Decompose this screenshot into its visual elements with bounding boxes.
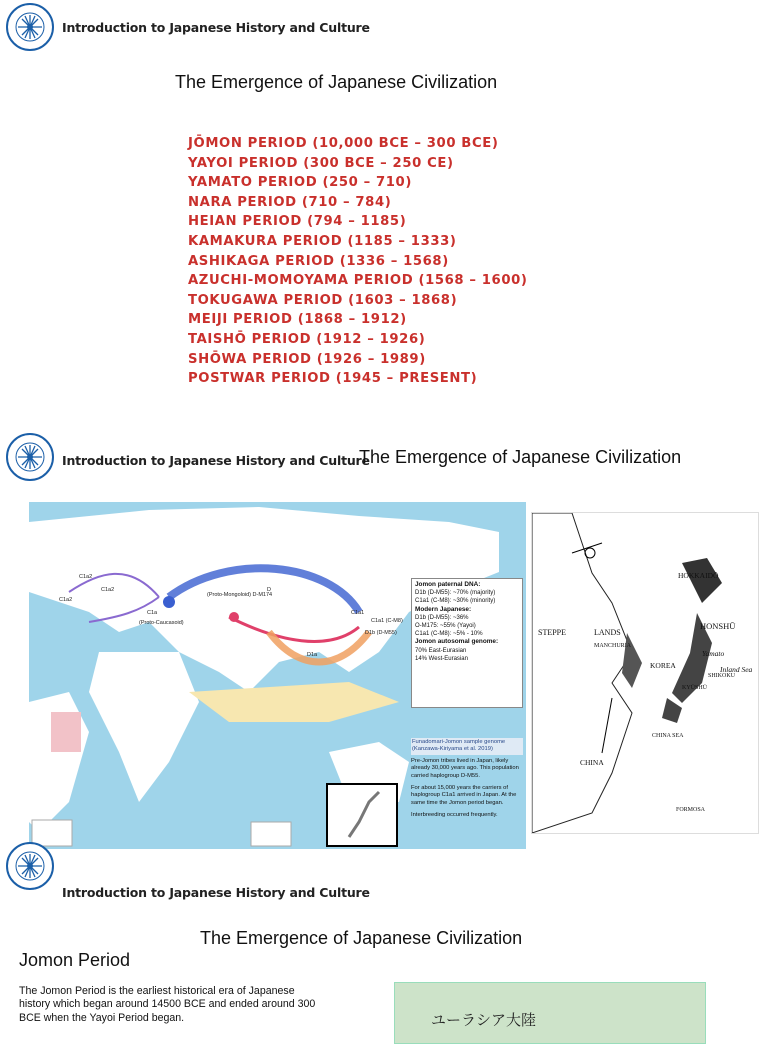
map-label: HOKKAIDŌ <box>678 571 719 580</box>
route-label: C1a <box>147 610 158 616</box>
period-item: NARA PERIOD (710 – 784) <box>188 194 392 210</box>
legend-subtitle: Jomon autosomal genome: <box>415 638 499 646</box>
map-label: MANCHURIA <box>594 643 632 649</box>
course-title: Introduction to Japanese History and Culture <box>62 20 370 35</box>
map-label: KYŪSHŪ <box>682 685 708 691</box>
citation: Funadomari-Jomon sample genome (Kanzawa-Kiriyama et al. 2019) <box>411 738 523 755</box>
route-label: (Proto-Mongoloid) D-M174 <box>207 592 273 598</box>
map-label: CHINA SEA <box>652 733 684 739</box>
period-item: JŌMON PERIOD (10,000 BCE – 300 BCE) <box>188 136 499 151</box>
period-item: YAMATO PERIOD (250 – 710) <box>188 175 412 191</box>
dna-notes <box>411 738 523 825</box>
map-label: KOREA <box>650 661 676 670</box>
legend-line: D1b (D-M55): ~36% <box>415 614 469 621</box>
slide-1 <box>0 0 768 405</box>
japan-sketch-map <box>531 512 759 834</box>
period-item: POSTWAR PERIOD (1945 – PRESENT) <box>188 371 478 387</box>
period-item: MEIJI PERIOD (1868 – 1912) <box>188 312 407 328</box>
dna-legend <box>411 578 523 708</box>
map-label: HONSHŪ <box>700 621 736 631</box>
period-item: YAYOI PERIOD (300 BCE – 250 CE) <box>188 155 454 171</box>
map-label: Inland Sea <box>720 665 753 674</box>
period-item: AZUCHI-MOMOYAMA PERIOD (1568 – 1600) <box>188 273 528 289</box>
section-heading: Jomon Period <box>19 950 131 970</box>
course-title: Introduction to Japanese History and Culture <box>62 885 370 900</box>
note-text: For about 15,000 years the carriers of haplogroup C1a1 arrived in Japan. At the same time the Jomon period began. <box>411 785 517 806</box>
college-logo <box>5 2 55 52</box>
period-item: TAISHŌ PERIOD (1912 – 1926) <box>188 331 426 347</box>
map-label: SHIKOKU <box>708 673 735 679</box>
period-list <box>188 134 528 389</box>
map-label: ユーラシア大陸 <box>431 1011 537 1029</box>
map-label: LANDS <box>594 628 621 637</box>
college-logo <box>5 432 55 482</box>
period-item: SHŌWA PERIOD (1926 – 1989) <box>188 351 426 367</box>
period-item: TOKUGAWA PERIOD (1603 – 1868) <box>188 292 458 308</box>
route-label: D1b (D-M55) <box>365 630 397 636</box>
legend-line: C1a1 (C-M8): ~5% - 10% <box>415 631 483 638</box>
eurasia-map <box>394 982 706 1044</box>
section-paragraph: The Jomon Period is the earliest historical era of Japanese history which began around 14500 BCE and ended around 300 BCE when the Yayoi Period began. <box>19 985 316 1024</box>
route-label: (Proto-Caucasoid) <box>139 620 184 626</box>
period-item: ASHIKAGA PERIOD (1336 – 1568) <box>188 253 449 269</box>
map-label: Yamato <box>702 649 725 658</box>
legend-line: 70% East-Eurasian <box>415 647 467 654</box>
route-label: C1a2 <box>59 597 73 603</box>
legend-title: Jomon paternal DNA: <box>415 581 481 588</box>
route-label: D1a <box>307 652 318 658</box>
route-label: C1a2 <box>79 574 93 580</box>
route-label: C1a1 <box>351 610 365 616</box>
legend-line: O-M175: ~55% (Yayoi) <box>415 623 476 630</box>
course-title: Introduction to Japanese History and Culture <box>62 453 370 468</box>
note-text: Pre-Jomon tribes lived in Japan, likely already 30,000 years ago. This population carried haplogroup D-M55. <box>411 757 519 779</box>
route-label: D <box>267 587 271 593</box>
slide-title: The Emergence of Japanese Civilization <box>200 928 523 948</box>
map-label: STEPPE <box>538 628 567 637</box>
dna-migration-map <box>29 502 526 849</box>
period-item: HEIAN PERIOD (794 – 1185) <box>188 214 407 230</box>
legend-line: 14% West-Eurasian <box>415 655 468 662</box>
route-label: C1a2 <box>101 587 115 593</box>
college-logo <box>5 841 55 891</box>
map-label: FORMOSA <box>676 807 706 813</box>
legend-line: D1b (D-M55): ~70% (majority) <box>415 590 496 597</box>
slide-title: The Emergence of Japanese Civilization <box>359 447 682 467</box>
route-label: C1a1 (C-M8) <box>371 618 403 624</box>
period-item: KAMAKURA PERIOD (1185 – 1333) <box>188 233 457 249</box>
legend-subtitle: Modern Japanese: <box>415 605 472 613</box>
note-text: Interbreeding occurred frequently. <box>411 812 498 819</box>
legend-line: C1a1 (C-M8): ~30% (minority) <box>415 598 496 605</box>
slide-title: The Emergence of Japanese Civilization <box>175 72 498 92</box>
map-label: CHINA <box>580 758 604 767</box>
